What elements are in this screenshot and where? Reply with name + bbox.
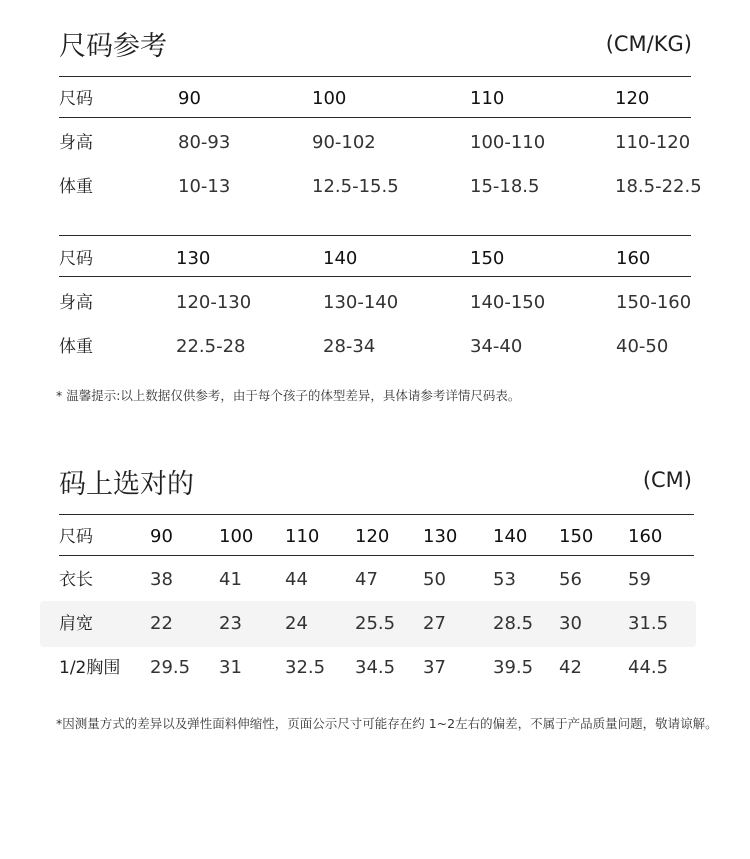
size-reference-note: * 温馨提示:以上数据仅供参考，由于每个孩子的体型差异，具体请参考详情尺码表。	[56, 388, 521, 403]
fit-cell: 38	[150, 569, 173, 590]
table1-header-label: 尺码	[59, 89, 93, 109]
fit-cell: 31	[219, 657, 242, 678]
table2-header-label: 尺码	[59, 249, 93, 269]
fit-row-label: 1/2胸围	[59, 658, 121, 678]
fit-guide-title: 码上选对的	[59, 469, 194, 500]
fit-row-length	[59, 560, 694, 600]
table1-header-row	[59, 79, 691, 119]
fit-header-size: 160	[628, 526, 663, 547]
table2-header-size-3: 150	[470, 248, 505, 269]
fit-cell: 25.5	[355, 613, 396, 634]
fit-cell: 44.5	[628, 657, 669, 678]
table2-row-label: 身高	[59, 293, 93, 313]
table1-cell: 12.5-15.5	[312, 176, 399, 197]
fit-row-label: 衣长	[59, 570, 93, 590]
fit-cell: 29.5	[150, 657, 191, 678]
table2-header-size-1: 130	[176, 248, 211, 269]
fit-guide-note: *因测量方式的差异以及弹性面料伸缩性，页面公示尺寸可能存在约 1~2左右的偏差，不属于产品质量问题，敬请谅解。	[56, 716, 718, 731]
fit-cell: 50	[423, 569, 446, 590]
fit-header-size: 110	[285, 526, 320, 547]
table2-cell: 28-34	[323, 336, 376, 357]
table1-header-size-4: 120	[615, 88, 650, 109]
fit-guide-unit: (CM)	[642, 468, 692, 492]
fit-cell: 53	[493, 569, 516, 590]
table1-header-size-1: 90	[178, 88, 201, 109]
fit-row-chest	[59, 648, 694, 688]
fit-header-size: 90	[150, 526, 173, 547]
table1-header-size-3: 110	[470, 88, 505, 109]
fit-cell: 34.5	[355, 657, 396, 678]
table1-header-size-2: 100	[312, 88, 347, 109]
table2-cell: 22.5-28	[176, 336, 246, 357]
size-reference-title: 尺码参考	[59, 31, 167, 62]
table1-row-label: 体重	[59, 177, 93, 197]
table1-cell: 90-102	[312, 132, 376, 153]
table1-cell: 15-18.5	[470, 176, 540, 197]
fit-cell: 23	[219, 613, 242, 634]
fit-header-size: 130	[423, 526, 458, 547]
table1-cell: 110-120	[615, 132, 691, 153]
size-reference-unit: (CM/KG)	[605, 32, 692, 56]
table2-header-row	[59, 239, 691, 279]
fit-cell: 42	[559, 657, 582, 678]
table2-cell: 34-40	[470, 336, 523, 357]
table1-cell: 18.5-22.5	[615, 176, 702, 197]
table1-row-height	[59, 123, 699, 163]
table2-cell: 130-140	[323, 292, 399, 313]
table2-row-height	[59, 283, 699, 323]
table2-header-rule	[59, 276, 691, 277]
fit-header-size: 120	[355, 526, 390, 547]
fit-cell: 31.5	[628, 613, 669, 634]
table1-cell: 100-110	[470, 132, 546, 153]
table1-cell: 10-13	[178, 176, 231, 197]
table2-cell: 140-150	[470, 292, 546, 313]
fit-cell: 27	[423, 613, 446, 634]
fit-cell: 24	[285, 613, 308, 634]
fit-cell: 39.5	[493, 657, 534, 678]
fit-cell: 41	[219, 569, 242, 590]
table2-header-size-2: 140	[323, 248, 358, 269]
table1-top-rule	[59, 76, 691, 77]
table2-row-label: 体重	[59, 337, 93, 357]
fit-header-size: 150	[559, 526, 594, 547]
table2-top-rule	[59, 235, 691, 236]
fit-table-header-row	[59, 517, 694, 557]
fit-row-shoulder	[59, 604, 694, 644]
table2-row-weight	[59, 327, 699, 367]
fit-cell: 30	[559, 613, 582, 634]
fit-header-size: 100	[219, 526, 254, 547]
fit-table-top-rule	[59, 514, 694, 515]
fit-header-label: 尺码	[59, 527, 93, 547]
fit-cell: 59	[628, 569, 651, 590]
table1-cell: 80-93	[178, 132, 231, 153]
fit-row-label: 肩宽	[59, 614, 93, 634]
fit-cell: 44	[285, 569, 308, 590]
table1-row-label: 身高	[59, 133, 93, 153]
fit-cell: 56	[559, 569, 582, 590]
table2-header-size-4: 160	[616, 248, 651, 269]
fit-cell: 37	[423, 657, 446, 678]
table1-header-rule	[59, 117, 691, 118]
fit-cell: 47	[355, 569, 378, 590]
fit-cell: 28.5	[493, 613, 534, 634]
table2-cell: 40-50	[616, 336, 669, 357]
table2-cell: 150-160	[616, 292, 692, 313]
fit-cell: 32.5	[285, 657, 326, 678]
fit-header-size: 140	[493, 526, 528, 547]
table2-cell: 120-130	[176, 292, 252, 313]
fit-table-header-rule	[59, 555, 694, 556]
table1-row-weight	[59, 167, 702, 207]
fit-cell: 22	[150, 613, 173, 634]
